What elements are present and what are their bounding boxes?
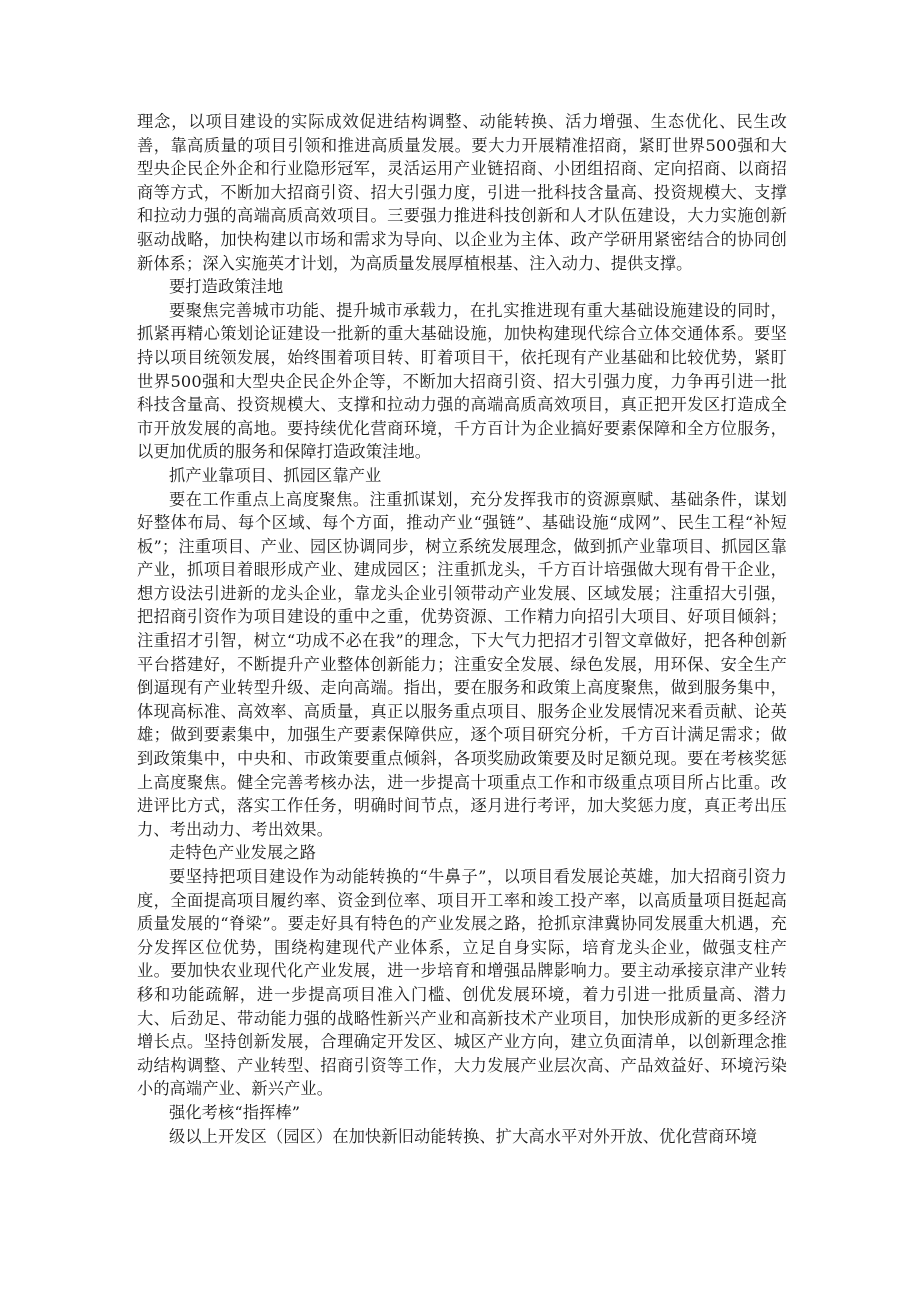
section-heading: 走特色产业发展之路 (169, 843, 317, 863)
body-paragraph: 级以上开发区（园区）在加快新旧动能转换、扩大高水平对外开放、优化营商环境 (169, 1126, 758, 1146)
section-heading: 抓产业靠项目、抓园区靠产业 (169, 465, 382, 485)
body-paragraph: 要在工作重点上高度聚焦。注重抓谋划，充分发挥我市的资源禀赋、基础条件，谋划好整体布局、每个区域、每个方面，推动产业“强链”、基础设施“成网”、民生工程“补短板”；注重项目、产业、园区协调同步，树立系统发展理念，做到抓产业靠项目、抓园区靠产业，抓项目着眼形成产业、建成园区；注重抓龙头，千方百计培强做大现有骨干企业，想方设法引进新的龙头企业，靠龙头企业引领带动产业发展、区域发展；注重招大引强，把招商引资作为项目建设的重中之重，优势资源、工作精力向招引大项目、好项目倾斜；注重招才引智，树立“功成不必在我”的理念，下大气力把招才引智文章做好，把各种创新平台搭建好，不断提升产业整体创新能力；注重安全发展、绿色发展，用环保、安全生产倒逼现有产业转型升级、走向高端。指出，要在服务和政策上高度聚焦，做到服务集中，体现高标准、高效率、高质量，真正以服务重点项目、服务企业发展情况来看贡献、论英雄；做到要素集中，加强生产要素保障供应，逐个项目研究分析，千方百计满足需求；做到政策集中，中央和、市政策要重点倾斜，各项奖励政策要及时足额兑现。要在考核奖惩上高度聚焦。健全完善考核办法，进一步提高十项重点工作和市级重点项目所占比重。改进评比方式，落实工作任务，明确时间节点，逐月进行考评，加大奖惩力度，真正考出压力、考出动力、考出效果。 (137, 489, 787, 839)
section-heading: 强化考核“指挥棒” (169, 1102, 301, 1122)
body-paragraph: 要聚焦完善城市功能、提升城市承载力，在扎实推进现有重大基础设施建设的同时，抓紧再精心策划论证建设一批新的重大基础设施，加快构建现代综合立体交通体系。要坚持以项目统领发展，始终围着项目转、盯着项目干，依托现有产业基础和比较优势，紧盯世界500强和大型央企民企外企等，不断加大招商引资、招大引强力度，力争再引进一批科技含量高、投资规模大、支撑和拉动力强的高端高质高效项目，真正把开发区打造成全市开放发展的高地。要持续优化营商环境，千方百计为企业搞好要素保障和全方位服务，以更加优质的服务和保障打造政策洼地。 (137, 300, 787, 462)
document-page (137, 110, 787, 1148)
body-paragraph: 要坚持把项目建设作为动能转换的“牛鼻子”，以项目看发展论英雄，加大招商引资力度，全面提高项目履约率、资金到位率、项目开工率和竣工投产率，以高质量项目挺起高质量发展的“脊梁”。要走好具有特色的产业发展之路，抢抓京津冀协同发展重大机遇，充分发挥区位优势，围绕构建现代产业体系，立足自身实际，培育龙头企业，做强支柱产业。要加快农业现代化产业发展，进一步培育和增强品牌影响力。要主动承接京津产业转移和功能疏解，进一步提高项目准入门槛、创优发展环境，着力引进一批质量高、潜力大、后劲足、带动能力强的战略性新兴产业和高新技术产业项目，加快形成新的更多经济增长点。坚持创新发展，合理确定开发区、城区产业方向，建立负面清单，以创新理念推动结构调整、产业转型、招商引资等工作，大力发展产业层次高、产品效益好、环境污染小的高端产业、新兴产业。 (137, 867, 787, 1099)
section-heading: 要打造政策洼地 (169, 277, 284, 297)
body-paragraph: 理念，以项目建设的实际成效促进结构调整、动能转换、活力增强、生态优化、民生改善，靠高质量的项目引领和推进高质量发展。要大力开展精准招商，紧盯世界500强和大型央企民企外企和行业隐形冠军，灵活运用产业链招商、小团组招商、定向招商、以商招商等方式，不断加大招商引资、招大引强力度，引进一批科技含量高、投资规模大、支撑和拉动力强的高端高质高效项目。三要强力推进科技创新和人才队伍建设，大力实施创新驱动战略，加快构建以市场和需求为导向、以企业为主体、政产学研用紧密结合的协同创新体系；深入实施英才计划，为高质量发展厚植根基、注入动力、提供支撑。 (137, 112, 787, 273)
